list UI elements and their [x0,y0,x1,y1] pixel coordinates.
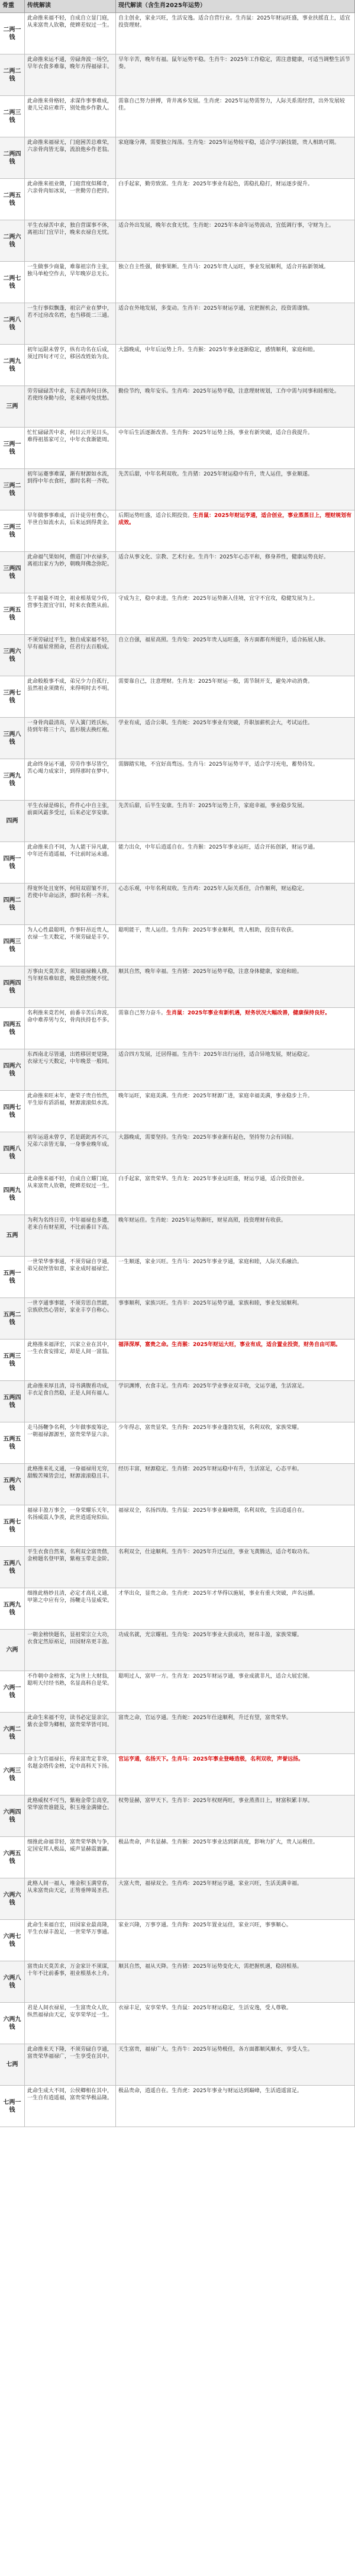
bone-weight-cell: 三两三钱 [0,510,25,552]
traditional-cell: 此命推来福不轻，自成自立显门庭，从来富贵人钦敬，使婢差奴过一生。 [25,13,116,54]
modern-text: 需要靠自己，注意理财。生肖龙：2025年财运一般，需节制开支，避免冲动消费。 [118,679,313,685]
modern-cell [116,801,355,842]
modern-cell [116,1920,355,1961]
modern-text: 晚年运旺，家庭美满。生肖虎：2025年财源广进，家庭幸福美满，事业稳步上升。 [118,1093,313,1099]
bone-weight-cell: 二两一钱 [0,13,25,54]
traditional-cell: 走马扬鞭争名利，少年做事废筹论，一朝福禄源源至，富贵荣华显六亲。 [25,1422,116,1464]
bone-weight-cell: 四两一钱 [0,842,25,884]
traditional-cell: 此格推来礼义通，一身福禄用无穷，甜酸苦辣皆尝过，财源滚滚稳且丰。 [25,1464,116,1505]
bone-weight-cell: 五两四钱 [0,1381,25,1422]
traditional-cell: 此命福气果如何，僧道门中衣禄多，离祖出家方为妙，朝晚拜佛念弥陀。 [25,552,116,593]
modern-text: 早年辛苦，晚年有福。鼠年运势平稳。生肖牛：2025年工作稳定，需注意健康，可适当调整生活节奏。 [118,57,350,70]
traditional-cell: 细推此命福非轻，富贵荣华孰与争，定国安邦人极品，威声显赫震寰瀛。 [25,1837,116,1878]
traditional-cell: 此命生来福自宏，田园家业最高隆，平生衣禄丰盈足，一世荣华万事通。 [25,1920,116,1961]
traditional-cell: 名利推来竟若何，前番辛苦后奔波，命中难养男与女，骨肉扶持也不多。 [25,1008,116,1049]
modern-cell [116,1796,355,1837]
modern-cell [116,884,355,925]
traditional-cell: 得宽怀处且宽怀，何用双眉皱不开，若使中年命运济，那时名利一齐来。 [25,884,116,925]
bone-weight-cell: 六两九钱 [0,2003,25,2044]
modern-text: 晚年财运佳。生肖蛇：2025年运势渐旺，财星高照，投资理财有收获。 [118,1218,286,1223]
modern-cell [116,137,355,179]
traditional-cell: 平生衣禄是绵长，件件心中自主张，前面风霜多受过，后来必定享安康。 [25,801,116,842]
traditional-cell: 一生做事少商量，难靠祖宗作主张，独马单枪空作去，早年晚岁总无长。 [25,262,116,303]
modern-cell [116,1837,355,1878]
bone-weight-cell: 六两一钱 [0,1671,25,1713]
bone-weight-cell: 四两九钱 [0,1174,25,1215]
bone-weight-cell: 四两四钱 [0,966,25,1008]
modern-cell [116,1298,355,1340]
header-modern: 现代解读（含生肖2025年运势） [116,0,355,13]
modern-cell [116,676,355,718]
modern-text: 白手起家，勤劳致富。生肖龙：2025年事业有起色，需稳扎稳打，财运逐步提升。 [118,181,313,187]
highlighted-text: 生肖鼠：2025年财运亨通，适合创业，事业蒸蒸日上，理财规划有成效。 [118,513,352,526]
modern-cell [116,262,355,303]
bone-weight-cell: 六两二钱 [0,1713,25,1754]
modern-cell [116,1754,355,1796]
traditional-cell: 不作朝中金榜客，定为世上大财翁，聪明天付经书熟，名显高科自是荣。 [25,1671,116,1713]
traditional-cell: 初年运蹇事难谋，渐有财源如水流，到得中年衣食旺，那时名利一齐收。 [25,469,116,510]
traditional-cell: 此命推来天下隆，不须劳碌自亨通，富贵荣华福禄广，一生享受在其中。 [25,2044,116,2086]
header-traditional: 传统解读 [25,0,116,13]
modern-cell [116,428,355,469]
traditional-cell: 一朝金榜快题名，显祖荣宗立大功，衣食定然原裕足，田园财帛更丰盈。 [25,1630,116,1671]
modern-cell [116,635,355,676]
modern-cell [116,220,355,262]
bone-weight-cell: 三两 [0,386,25,428]
modern-text: 中年后生活逐渐改善。生肖狗：2025年运势上扬，事业有新突破，适合自我提升。 [118,430,313,436]
modern-text: 需靠自己努力奋斗。 [118,1010,167,1016]
highlighted-text: 福泽深厚，富贵之命。生肖猴：2025年财运大旺，事业有成，适合置业投资，财务自由可期。 [118,1342,341,1348]
modern-text: 学业有成，适合公职。生肖蛇：2025年事业有突破，升职加薪机会大，考试运佳。 [118,720,313,726]
modern-cell [116,1049,355,1091]
traditional-cell: 此命推来运不通，劳碌奔波一场空，早年衣食多难靠，晚年方得福禄丰。 [25,54,116,96]
bone-weight-cell: 六两四钱 [0,1796,25,1837]
bone-weight-cell: 六两八钱 [0,1961,25,2003]
modern-text: 勤俭节约，晚年安乐。生肖鸡：2025年运势平稳，注意理财规划，工作中需与同事和睦相处。 [118,388,340,394]
bone-weight-cell: 六两七钱 [0,1920,25,1961]
bone-weight-cell: 五两五钱 [0,1422,25,1464]
modern-cell [116,1422,355,1464]
modern-cell [116,345,355,386]
modern-text: 天生富贵，福禄广大。生肖牛：2025年运势极佳，各方面都顺风顺水，享受人生。 [118,2047,313,2053]
bone-weight-cell: 五两六钱 [0,1464,25,1505]
modern-cell [116,552,355,593]
bone-weight-cell: 四两五钱 [0,1008,25,1049]
traditional-cell: 初年运限未曾亨，纵有功名在后成，须过四旬才可立，移居改姓始为良。 [25,345,116,386]
bone-weight-cell: 七两 [0,2044,25,2086]
bone-weight-cell: 三两九钱 [0,759,25,801]
modern-cell [116,2044,355,2086]
traditional-cell: 东西南北尽皆通，出姓移居更觉隆，衣禄无亏天数定，中年晚景一般同。 [25,1049,116,1091]
modern-text: 独立自主性强，做事果断。生肖马：2025年贵人运旺，事业发展顺利，适合开拓新领域。 [118,264,329,270]
bone-weight-cell: 五两二钱 [0,1298,25,1340]
traditional-cell: 此命推来厚且清，诗书满腹看功成，丰衣足食自然稳，正是人间有福人。 [25,1381,116,1422]
modern-cell [116,1547,355,1588]
modern-cell [116,2003,355,2044]
modern-text: 先苦后甜，中年名利双收。生肖猪：2025年财运稳中有升，贵人运佳，事业顺遂。 [118,471,313,477]
bone-weight-cell: 三两二钱 [0,469,25,510]
modern-cell [116,303,355,345]
traditional-cell: 此命推来自不同，为人能干异凡庸，中年还有逍遥福，不比前时运未通。 [25,842,116,884]
traditional-cell: 此命生来福不穷，读书必定显亲宗，紫衣金带为卿相，富贵荣华皆可同。 [25,1713,116,1754]
modern-text: 极品贵命，逍遥自在。生肖虎：2025年事业与财运达到巅峰，生活逍遥富足。 [118,2088,302,2094]
bone-weight-cell: 六两 [0,1630,25,1671]
bone-weight-cell: 四两八钱 [0,1132,25,1174]
modern-text: 守成为主，稳中求进。生肖虎：2025年运势渐入佳境，宜守不宜攻，稳健发展为上。 [118,596,318,602]
modern-text: 聪明过人，富甲一方。生肖龙：2025年财运亨通，事业成就非凡，适合大展宏图。 [118,1674,313,1679]
bone-weight-cell: 五两九钱 [0,1588,25,1630]
traditional-cell: 为人心性最聪明，作事轩昂近贵人，衣禄一生天数定，不须劳碌是丰亨。 [25,925,116,966]
modern-text: 家业兴隆，万事亨通。生肖狗：2025年置业运佳，家业兴旺，事事顺心。 [118,1922,292,1928]
modern-text: 才华出众，显贵之命。生肖虎：2025年才华得以施展，事业有重大突破，声名远播。 [118,1591,318,1597]
bone-weight-cell: 二两八钱 [0,303,25,345]
bone-weight-cell: 六两五钱 [0,1837,25,1878]
modern-cell [116,510,355,552]
traditional-cell: 一身骨肉最清高，早入簧门姓氏标，待到年将三十六，蓝衫脱去换红袍。 [25,718,116,759]
bone-weight-cell: 三两六钱 [0,635,25,676]
traditional-cell: 早年做事事难成，百计徒劳枉费心，半世自如流水去，后来运到得黄金。 [25,510,116,552]
traditional-cell: 君是人间衣禄星，一生富贵众人钦，纵然福禄由天定，安享荣华过一生。 [25,2003,116,2044]
bone-weight-cell: 二两三钱 [0,96,25,137]
traditional-cell: 生平福量不周全，祖业根基觉少传，营事生涯宜守旧，时来衣食胜从前。 [25,593,116,635]
modern-cell [116,842,355,884]
traditional-cell: 此命推来旺末年，妻荣子贵自怡然，平生原有滔滔福，财源滚滚似水流。 [25,1091,116,1132]
modern-text: 适合从事文化、宗教、艺术行业。生肖牛：2025年心态平和，修身养性，健康运势良好。 [118,554,329,560]
modern-cell [116,96,355,137]
modern-cell [116,54,355,96]
traditional-cell: 此命终身运不通，劳劳作事尽皆空，苦心竭力成家计，到得那时在梦中。 [25,759,116,801]
modern-text: 少年得志，富贵显荣。生肖狗：2025年事业蓬勃发展，名利双收，家族荣耀。 [118,1425,302,1431]
modern-text: 名利双全，仕途顺利。生肖牛：2025年升迁运佳，事业飞黄腾达，适合考取功名。 [118,1549,313,1555]
modern-text: 需靠自己努力拼搏，背井离乡发展。生肖虎：2025年运势需努力，人际关系需经营，出外发展较佳。 [118,98,345,111]
modern-cell [116,179,355,220]
traditional-cell: 此命般般事不成，弟兄少力自孤行，虽然祖业须微有，来得明时去不明。 [25,676,116,718]
modern-text: 顺其自然，晚年幸福。生肖猪：2025年运势平稳，注意身体健康，家庭和睦。 [118,969,302,975]
traditional-cell: 此格人间一福人，堆金积玉满堂春，从来富贵由天定，正笏垂绅谒圣君。 [25,1878,116,1920]
bone-weight-cell: 二两九钱 [0,345,25,386]
traditional-cell: 此命推来骨格轻，求谋作事事难成，妻儿兄弟应难许，别处他乡作散人。 [25,96,116,137]
traditional-cell: 此命推来福不轻，自成自立耀门庭，从来富贵人钦敬，使婢差奴过一生。 [25,1174,116,1215]
bone-weight-cell: 三两八钱 [0,718,25,759]
modern-text: 福禄双全，名扬四海。生肖鼠：2025年事业巅峰期，名利双收，生活逍遥自在。 [118,1508,308,1514]
modern-cell [116,1464,355,1505]
traditional-cell: 此命推来祖业微，门庭营度似稀奇，六亲骨肉如冰炭，一世勤劳自把持。 [25,179,116,220]
highlighted-text: 生肖鼠：2025年事业有新机遇，财务状况大幅改善，健康保持良好。 [166,1010,331,1016]
modern-text: 极品贵命，声名显赫。生肖猴：2025年事业达到新高度，影响力扩大，贵人运极佳。 [118,1839,318,1845]
modern-text: 经历丰富，财源稳定。生肖猪：2025年财运稳中有升，生活富足，心态平和。 [118,1466,302,1472]
modern-text: 白手起家，富贵荣华。生肖龙：2025年事业运旺盛，财运亨通，适合投资创业。 [118,1176,308,1182]
modern-cell [116,1257,355,1298]
traditional-cell: 此格推来福泽宏，兴家立业在其中，一生衣食安排定，却是人间一富翁。 [25,1340,116,1381]
modern-text: 权势显赫，富甲天下。生肖羊：2025年权财两旺，事业蒸蒸日上，财富积累丰厚。 [118,1798,313,1804]
bone-weight-cell: 五两七钱 [0,1505,25,1547]
modern-cell [116,1630,355,1671]
bone-weight-cell: 四两七钱 [0,1091,25,1132]
bone-weight-cell: 四两三钱 [0,925,25,966]
traditional-cell: 劳劳碌碌苦中求，东走西奔何日休，若使终身勤与俭，老来稍可免忧愁。 [25,386,116,428]
modern-text: 一生顺遂，家业兴旺。生肖马：2025年事业亨通，家庭和睦，人际关系融洽。 [118,1259,302,1265]
modern-cell [116,718,355,759]
modern-cell [116,13,355,54]
traditional-cell: 一生行事似飘蓬，祖宗产业在梦中，若不过房改名姓，也当移徙二三通。 [25,303,116,345]
modern-text: 适合四方发展，迁居得福。生肖牛：2025年出行运佳，适合异地发展，财运稳定。 [118,1052,313,1058]
modern-text: 大富大贵，福禄双全。生肖鸡：2025年财运亨通，家业兴旺，生活美满幸福。 [118,1881,302,1887]
traditional-cell: 不须劳碌过平生，独自成家福不轻，早有福星常照命，任君行去百般成。 [25,635,116,676]
modern-cell [116,1961,355,2003]
traditional-cell: 平生衣禄苦中求，独自营谋事不休，离祖出门宜早计，晚来衣禄自无忧。 [25,220,116,262]
modern-cell [116,1671,355,1713]
bone-weight-cell: 六两六钱 [0,1878,25,1920]
traditional-cell: 一世荣华事事通，不须劳碌自亨通，弟兄叔侄皆如意，家业成时福禄宏。 [25,1257,116,1298]
bone-weight-cell: 二两六钱 [0,220,25,262]
modern-text: 聪明能干，贵人运佳。生肖狗：2025年事业顺利，贵人相助，投资有收获。 [118,927,297,933]
modern-cell [116,1878,355,1920]
traditional-cell: 万事由天莫苦求，须知福禄赖人修，当年财帛难如意，晚景欣然便不忧。 [25,966,116,1008]
modern-cell [116,2086,355,2127]
traditional-cell: 福禄丰盈万事全，一身荣耀乐天年，名扬威震人争羡，此世逍遥宛似仙。 [25,1505,116,1547]
bone-weight-cell: 四两二钱 [0,884,25,925]
modern-text: 家庭缘分薄，需要独立闯荡。生肖兔：2025年运势较平稳，适合学习新技能，贵人相助可期。 [118,140,340,146]
modern-text: 学识渊博，衣食丰足。生肖鸡：2025年学业事业双丰收，文运亨通，生活富足。 [118,1383,308,1389]
modern-text: 后期运势旺盛，适合长期投资。 [118,513,193,519]
modern-cell [116,759,355,801]
bone-weight-cell: 二两二钱 [0,54,25,96]
bone-weight-cell: 五两一钱 [0,1257,25,1298]
modern-cell [116,1588,355,1630]
modern-cell [116,966,355,1008]
bone-weight-cell: 六两三钱 [0,1754,25,1796]
modern-cell [116,386,355,428]
traditional-cell: 富贵由天莫苦求，万金家计不须谋，十年不比前番事，祖业根基水上舟。 [25,1961,116,2003]
bone-weight-cell: 五两八钱 [0,1547,25,1588]
modern-text: 大器晚成，需要坚持。生肖兔：2025年事业渐有起色，坚持努力会有回报。 [118,1135,297,1141]
modern-cell [116,1008,355,1049]
traditional-cell: 初年运道未曾亨，若是蹉跎再不兴，兄弟六亲皆无靠，一身事业晚年成。 [25,1132,116,1174]
traditional-cell: 细推此格妙且清，必定才高礼义通，甲第之中应有分，扬鞭走马显威荣。 [25,1588,116,1630]
traditional-cell: 此命生成大不同，公侯卿相在其中，一生自有逍遥福，富贵荣华极品隆。 [25,2086,116,2127]
traditional-cell: 此命推来福禄无，门庭困苦总难荣，六亲骨肉皆无靠，流浪他乡作老翁。 [25,137,116,179]
highlighted-text: 官运亨通，名扬天下。生肖马：2025年事业登峰造极，名利双收，声誉远扬。 [118,1756,304,1762]
modern-text: 先苦后甜，后半生安康。生肖羊：2025年运势上升，家庭幸福，事业稳步发展。 [118,803,308,809]
traditional-cell: 平生衣食自然来，名利双全富贵偕，金榜题名登甲第，紫袍玉带走金阶。 [25,1547,116,1588]
modern-text: 顺其自然，福从天降。生肖猪：2025年运势变化大，需把握机遇，稳固根基。 [118,1964,302,1970]
modern-cell [116,1381,355,1422]
bone-weight-cell: 二两四钱 [0,137,25,179]
modern-text: 自主创业，家业兴旺，生活安逸。适合自营行业。生肖鼠：2025年财运旺盛，事业扶摇直上，适宜投资理财。 [118,15,350,28]
traditional-cell: 命主为官福禄长，得来富贵定非常，名题金塔传金榜，定中高科天下扬。 [25,1754,116,1796]
modern-text: 衣禄丰足，安享荣华。生肖鼠：2025年财运稳定，生活安逸，受人尊敬。 [118,2005,292,2011]
header-bone-weight: 骨重 [0,0,25,13]
modern-cell [116,925,355,966]
bone-weight-cell: 三两四钱 [0,552,25,593]
modern-cell [116,1340,355,1381]
bone-weight-cell: 四两六钱 [0,1049,25,1091]
modern-cell [116,469,355,510]
bone-weight-cell: 三两七钱 [0,676,25,718]
modern-text: 事事顺利，家族兴旺。生肖羊：2025年运势亨通，家族和睦，事业发展顺利。 [118,1300,302,1306]
modern-text: 适合外出发展，晚年衣食无忧。生肖蛇：2025年本命年运势波动，宜低调行事，守财为上。 [118,223,334,229]
bone-weight-cell: 五两三钱 [0,1340,25,1381]
bone-weight-cell: 三两五钱 [0,593,25,635]
bone-weight-cell: 三两一钱 [0,428,25,469]
modern-cell [116,1505,355,1547]
traditional-cell: 此格威权不可当，紫袍金带尘高堂，荣华富贵谁能及，积玉堆金满储仓。 [25,1796,116,1837]
modern-cell [116,593,355,635]
bone-weight-cell: 二两五钱 [0,179,25,220]
bone-weight-cell: 五两 [0,1215,25,1257]
modern-text: 需脚踏实地，不宜好高骛远。生肖马：2025年运势平平，适合学习充电，蓄势待发。 [118,762,318,767]
modern-cell [116,1215,355,1257]
traditional-cell: 忙忙碌碌苦中求，何日云开见日头，难得祖基家可立，中年衣食渐能周。 [25,428,116,469]
bone-weight-cell: 七两一钱 [0,2086,25,2127]
modern-text: 适合在外地发展，多变动。生肖羊：2025年财运亨通，宜把握机会，投资需谨慎。 [118,306,313,311]
modern-cell [116,1132,355,1174]
modern-cell [116,1091,355,1132]
modern-cell [116,1174,355,1215]
modern-cell [116,1713,355,1754]
bone-weight-cell: 二两七钱 [0,262,25,303]
modern-text: 自立自强，福星高照。生肖兔：2025年贵人运旺盛，各方面都有所提升，适合拓展人脉。 [118,637,329,643]
modern-text: 大器晚成，中年后运势上升。生肖猴：2025年事业逐渐稳定，感情顺利，家庭和睦。 [118,347,318,353]
modern-text: 功成名就，光宗耀祖。生肖兔：2025年事业大获成功，财帛丰盈，家族荣耀。 [118,1632,302,1638]
traditional-cell: 一世亨通事事能，不须劳思自然能，宗族欣然心皆好，家业丰亨自称心。 [25,1298,116,1340]
modern-text: 能力出众，中年后逍遥自在。生肖猴：2025年事业运旺，适合开拓创新，财运亨通。 [118,844,318,850]
modern-text: 心态乐观，中年名利双收。生肖鸡：2025年人际关系佳，合作顺利，财运稳定。 [118,886,308,892]
bone-weight-cell: 四两 [0,801,25,842]
traditional-cell: 为利为名终日劳，中年福禄也多遭，老来自有财星照，不比前番目下高。 [25,1215,116,1257]
modern-text: 富贵之命，官运亨通。生肖蛇：2025年仕途顺利，升迁有望，富贵荣华。 [118,1715,292,1721]
